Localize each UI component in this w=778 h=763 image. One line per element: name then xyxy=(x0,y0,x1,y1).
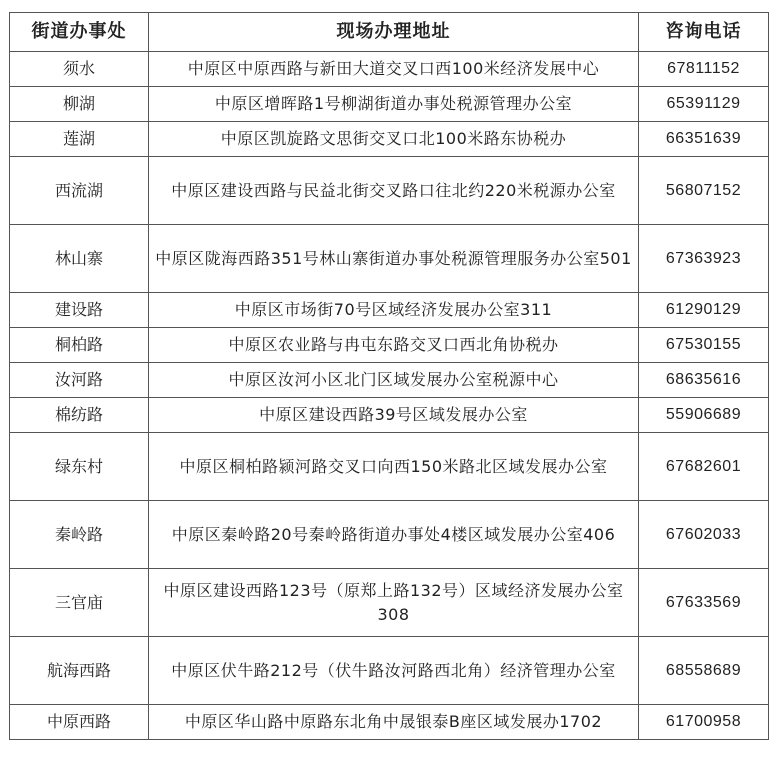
table-row xyxy=(10,637,769,705)
table-row xyxy=(10,87,769,122)
office-cell: 须水 xyxy=(10,52,149,87)
address-cell: 中原区秦岭路20号秦岭路街道办事处4楼区域发展办公室406 xyxy=(149,501,639,569)
header-phone: 咨询电话 xyxy=(639,13,769,52)
header-address: 现场办理地址 xyxy=(149,13,639,52)
office-cell: 中原西路 xyxy=(10,705,149,740)
address-cell: 中原区伏牛路212号（伏牛路汝河路西北角）经济管理办公室 xyxy=(149,637,639,705)
phone-cell: 67811152 xyxy=(639,52,769,87)
phone-cell: 65391129 xyxy=(639,87,769,122)
address-cell: 中原区陇海西路351号林山寨街道办事处税源管理服务办公室501 xyxy=(149,225,639,293)
phone-cell: 61700958 xyxy=(639,705,769,740)
table-row xyxy=(10,363,769,398)
phone-cell: 68558689 xyxy=(639,637,769,705)
table-row xyxy=(10,569,769,637)
office-cell: 建设路 xyxy=(10,293,149,328)
office-cell: 柳湖 xyxy=(10,87,149,122)
tax-office-table xyxy=(9,12,769,740)
address-cell: 中原区凯旋路文思街交叉口北100米路东协税办 xyxy=(149,122,639,157)
header-office: 街道办事处 xyxy=(10,13,149,52)
table-row xyxy=(10,225,769,293)
office-cell: 三官庙 xyxy=(10,569,149,637)
phone-cell: 61290129 xyxy=(639,293,769,328)
address-cell: 中原区建设西路123号（原郑上路132号）区域经济发展办公室308 xyxy=(149,569,639,637)
office-cell: 桐柏路 xyxy=(10,328,149,363)
phone-cell: 67602033 xyxy=(639,501,769,569)
phone-cell: 56807152 xyxy=(639,157,769,225)
phone-cell: 67363923 xyxy=(639,225,769,293)
address-cell: 中原区建设西路39号区域发展办公室 xyxy=(149,398,639,433)
office-cell: 航海西路 xyxy=(10,637,149,705)
address-cell: 中原区华山路中原路东北角中晟银泰B座区域发展办1702 xyxy=(149,705,639,740)
address-cell: 中原区建设西路与民益北街交叉路口往北约220米税源办公室 xyxy=(149,157,639,225)
table-row xyxy=(10,122,769,157)
office-cell: 汝河路 xyxy=(10,363,149,398)
phone-cell: 67682601 xyxy=(639,433,769,501)
address-cell: 中原区市场街70号区域经济发展办公室311 xyxy=(149,293,639,328)
address-cell: 中原区增晖路1号柳湖街道办事处税源管理办公室 xyxy=(149,87,639,122)
phone-cell: 67530155 xyxy=(639,328,769,363)
address-cell: 中原区桐柏路颍河路交叉口向西150米路北区域发展办公室 xyxy=(149,433,639,501)
table-row xyxy=(10,157,769,225)
table-row xyxy=(10,398,769,433)
table-row xyxy=(10,328,769,363)
office-cell: 林山寨 xyxy=(10,225,149,293)
table-row xyxy=(10,705,769,740)
office-cell: 秦岭路 xyxy=(10,501,149,569)
address-cell: 中原区汝河小区北门区域发展办公室税源中心 xyxy=(149,363,639,398)
address-cell: 中原区中原西路与新田大道交叉口西100米经济发展中心 xyxy=(149,52,639,87)
phone-cell: 55906689 xyxy=(639,398,769,433)
table-row xyxy=(10,501,769,569)
phone-cell: 67633569 xyxy=(639,569,769,637)
table-row xyxy=(10,293,769,328)
table-row xyxy=(10,433,769,501)
phone-cell: 66351639 xyxy=(639,122,769,157)
office-cell: 西流湖 xyxy=(10,157,149,225)
table-row xyxy=(10,52,769,87)
office-cell: 棉纺路 xyxy=(10,398,149,433)
office-cell: 绿东村 xyxy=(10,433,149,501)
phone-cell: 68635616 xyxy=(639,363,769,398)
table-header-row xyxy=(10,13,769,52)
address-cell: 中原区农业路与冉屯东路交叉口西北角协税办 xyxy=(149,328,639,363)
office-cell: 莲湖 xyxy=(10,122,149,157)
